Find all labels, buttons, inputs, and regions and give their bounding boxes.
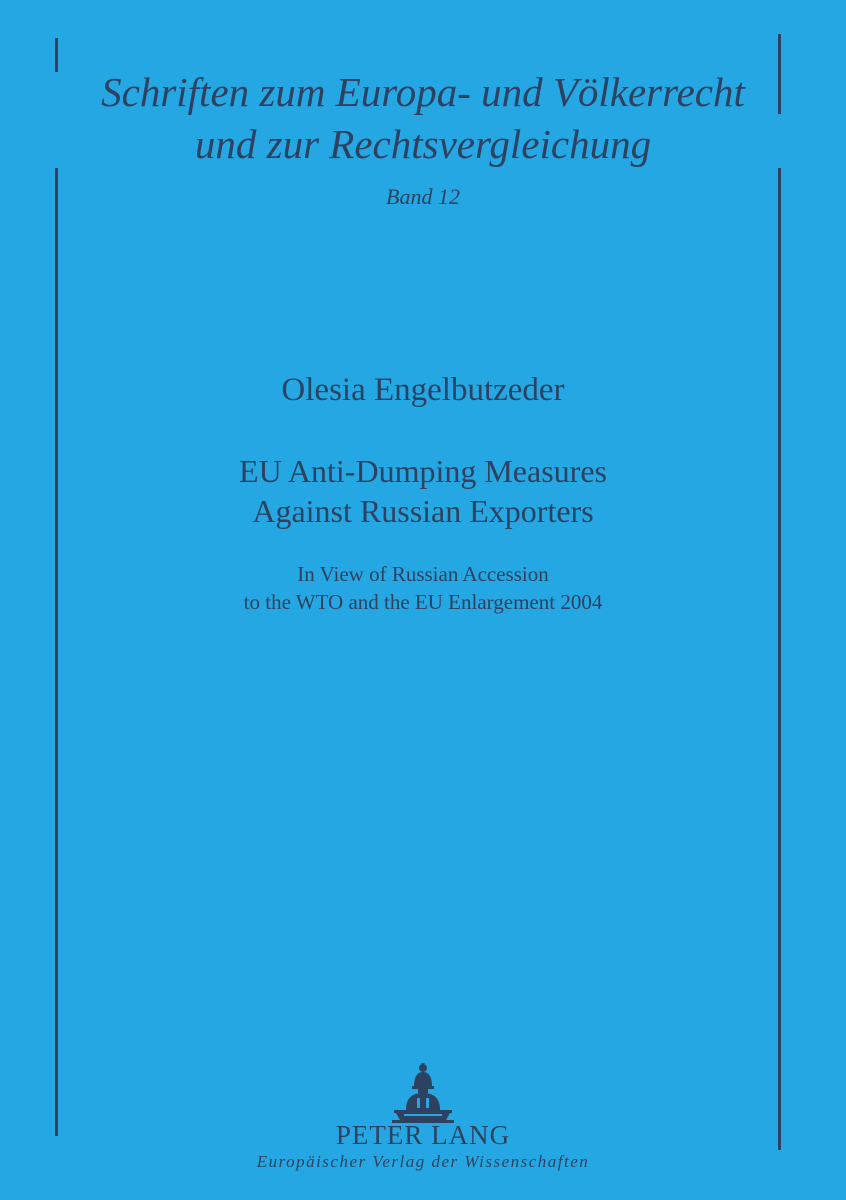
series-title-line-2: und zur Rechtsvergleichung [194, 121, 652, 167]
left-rule [55, 168, 58, 1136]
volume-number: Band 12 [386, 184, 460, 209]
book-title-line-1: EU Anti-Dumping Measures [239, 453, 607, 489]
series-title-line-1: Schriften zum Europa- und Völkerrecht [101, 69, 745, 115]
left-rule-top [55, 38, 58, 72]
right-rule [778, 168, 781, 1150]
publisher-tagline: Europäischer Verlag der Wissenschaften [256, 1152, 590, 1171]
subtitle-line-1: In View of Russian Accession [297, 562, 549, 586]
author-name: Olesia Engelbutzeder [281, 372, 565, 408]
peter-lang-logo-icon [388, 1062, 458, 1128]
book-title-line-2: Against Russian Exporters [252, 493, 594, 529]
subtitle-line-2: to the WTO and the EU Enlargement 2004 [243, 590, 603, 614]
publisher-name: PETER LANG [335, 1120, 511, 1150]
